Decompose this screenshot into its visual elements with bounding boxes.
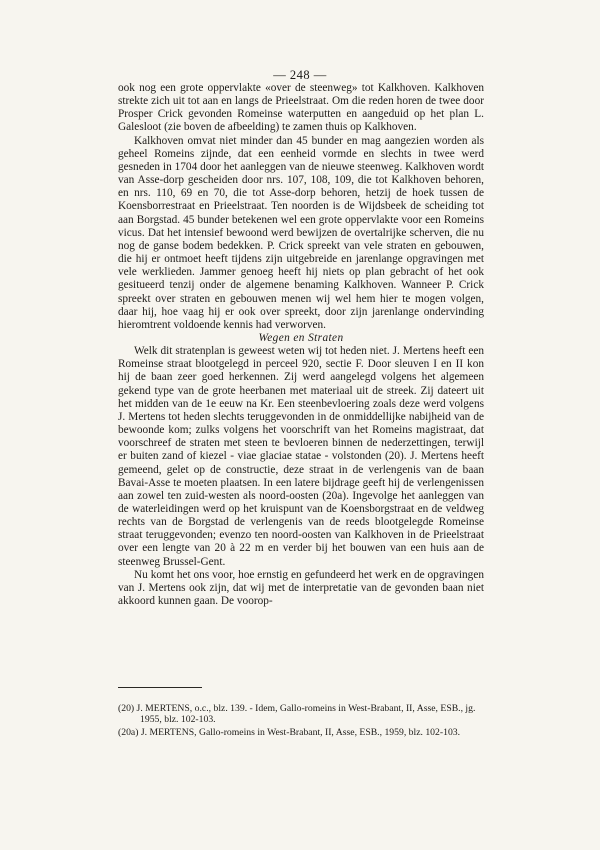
- paragraph-3: Welk dit stratenplan is geweest weten wij tot heden niet. J. Mertens heeft een Romeinse straat blootgelegd in perceel 920, sectie F. Door sleuven I en II kon hij de baan zeer goed herkennen. Zij werd aangelegd volgens het algemeen gekend type van de grote heerbanen met materiaal uit de streek. Zij dateert uit het midden van de 1e eeuw na Kr. Een steenbevloering zoals deze werd volgens J. Mertens tot heden slechts teruggevonden in de onmiddellijke nabijheid van de bewoonde kom; zulks volgens het voorschrift van het Romeins magistraat, dat voorschreef de straten met steen te bevloeren binnen de nederzettingen, terwijl er buiten zand of kiezel - viae glaciae statae - volstonden (20). J. Mertens heeft gemeend, gelet op de constructie, deze straat in de verlengenis van de baan Bavai-Asse te moeten plaatsen. In een latere bijdrage geeft hij de verlengenissen aan zowel ten zuid-westen als noord-oosten (20a). Ingevolge het aanleggen van de waterleidingen werd op het kruispunt van de Koensborgstraat en de veldweg rechts van de Borgstad de verlengenis van de reeds blootgelegde Romeinse straat teruggevonden; evenzo ten noord-oosten van Kalkhoven in de Prieelstraat over een lengte van 20 à 22 m en verder bij het bouwen van een huis aan de steenweg Brussel-Gent.: [118, 345, 484, 568]
- paragraph-1: ook nog een grote oppervlakte «over de steenweg» tot Kalkhoven. Kalkhoven strekte zich uit tot aan en langs de Prieelstraat. Om die reden horen de twee door Prosper Crick gevonden Romeinse waterputten en aangeduid op het plan L. Galesloot (zie boven de afbeelding) te zamen thuis op Kalkhoven.: [118, 82, 484, 134]
- paragraph-2: Kalkhoven omvat niet minder dan 45 bunder en mag aangezien worden als geheel Romeins zijnde, dat een eenheid vormde en slechts in twee werd gesneden in 1704 door het aanleggen van de nieuwe steenweg. Kalkhoven wordt van Asse-dorp gescheiden door nrs. 107, 108, 109, die tot Kalkhoven behoren, en nrs. 110, 69 en 70, die tot Asse-dorp behoren, hetzij de hoek tussen de Koensborrestraat en Prieelstraat. Ten noorden is de Wijdsbeek de scheiding tot aan Borgstad. 45 bunder betekenen wel een grote oppervlakte voor een Romeins vicus. Dat het intensief bewoond werd bewijzen de overtalrijke scherven, die nu nog de ganse bodem bedekken. P. Crick spreekt van vele straten en gebouwen, die hij er ontmoet heeft tijdens zijn uitgebreide en jarenlange opgravingen met vele werklieden. Jammer genoeg heeft hij niets op plan gebracht of het ook gesitueerd tenzij onder de algemene benaming Kalkhoven. Wanneer P. Crick spreekt over straten en gebouwen menen wij wel hem hier te mogen volgen, daar hij, hoe vaag hij er ook over spreekt, door zijn jarenlange ondervinding hieromtrent voldoende kennis had verworven.: [118, 134, 484, 331]
- body-text: [118, 82, 484, 608]
- section-heading: Wegen en Straten: [258, 331, 344, 344]
- footnotes: [118, 703, 484, 739]
- paragraph-4: Nu komt het ons voor, hoe ernstig en gefundeerd het werk en de opgravingen van J. Mertens ook zijn, dat wij met de interpretatie van de gevonden baan niet akkoord kunnen gaan. De voorop-: [118, 568, 484, 608]
- footnote-divider: [118, 687, 202, 688]
- page-number: — 248 —: [273, 68, 327, 82]
- footnote-20: (20) J. MERTENS, o.c., blz. 139. - Idem, Gallo-romeins in West-Brabant, II, Asse, ESB., jg. 1955, blz. 102-103.: [118, 703, 476, 726]
- footnote-20a: (20a) J. MERTENS, Gallo-romeins in West-Brabant, II, Asse, ESB., 1959, blz. 102-103.: [118, 726, 461, 738]
